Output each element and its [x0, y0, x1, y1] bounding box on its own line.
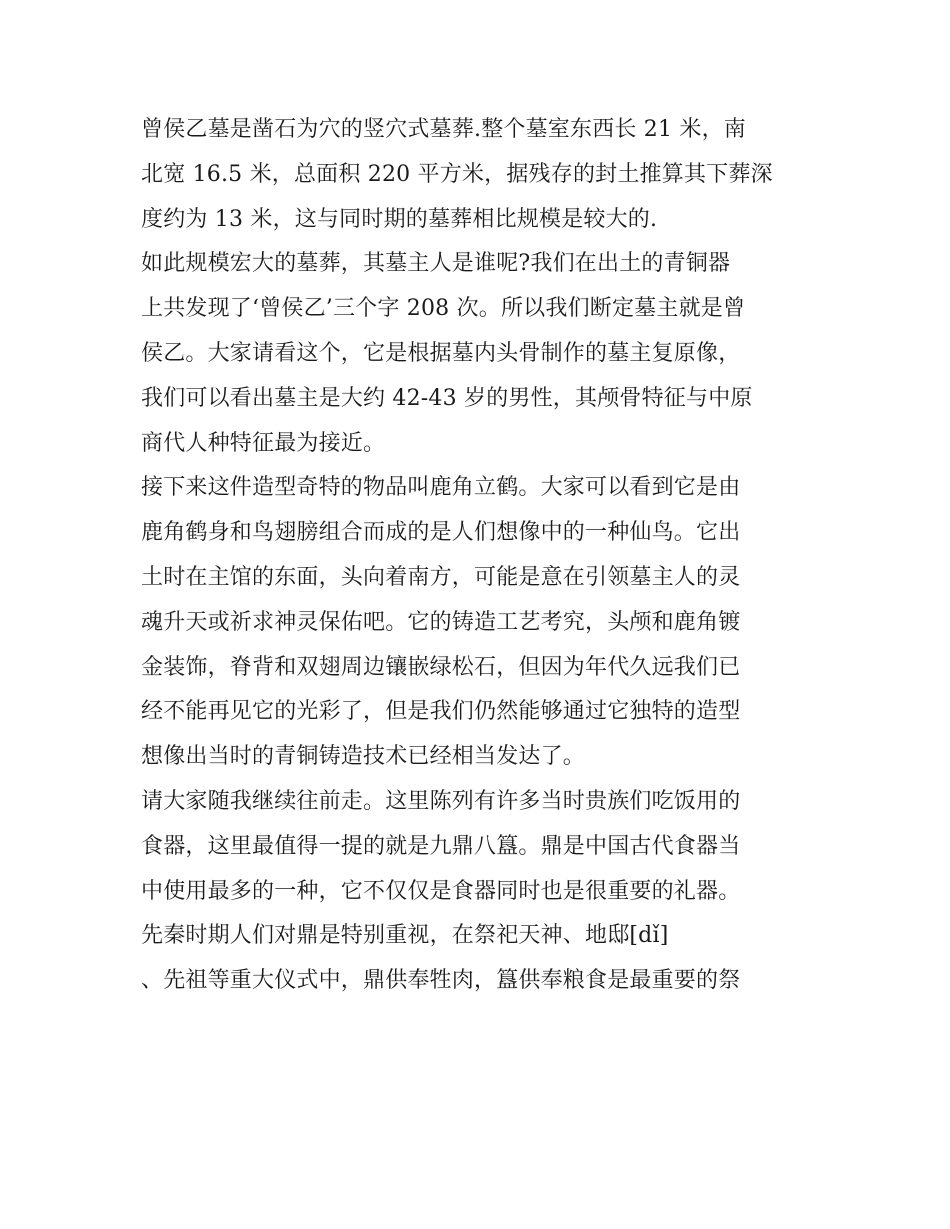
text-line: 接下来这件造型奇特的物品叫鹿角立鹤。大家可以看到它是由 — [141, 475, 741, 501]
text-line: 先秦时期人们对鼎是特别重视，在祭祀天神、地邸[dǐ] — [141, 923, 669, 949]
text-line: 经不能再见它的光彩了，但是我们仍然能够通过它独特的造型 — [141, 699, 741, 725]
text-line: 鹿角鹤身和鸟翅膀组合而成的是人们想像中的一种仙鸟。它出 — [141, 520, 741, 546]
text-line: 上共发现了‘曾侯乙’三个字 208 次。所以我们断定墓主就是曾 — [141, 296, 746, 322]
text-line: 魂升天或祈求神灵保佑吧。它的铸造工艺考究，头颅和鹿角镀 — [141, 609, 741, 635]
text-line: 我们可以看出墓主是大约 42-43 岁的男性，其颅骨特征与中原 — [141, 385, 753, 411]
text-line: 北宽 16.5 米，总面积 220 平方米，据残存的封土推算其下葬深 — [141, 161, 773, 187]
text-line: 土时在主馆的东面，头向着南方，可能是意在引领墓主人的灵 — [141, 564, 741, 590]
text-line: 侯乙。大家请看这个，它是根据墓内头骨制作的墓主复原像， — [141, 340, 741, 366]
body-text — [141, 108, 821, 1004]
text-line: 金装饰，脊背和双翅周边镶嵌绿松石，但因为年代久远我们已 — [141, 654, 741, 680]
text-line: 、先祖等重大仪式中，鼎供奉牲肉，簋供奉粮食是最重要的祭 — [141, 968, 741, 994]
text-line: 想像出当时的青铜铸造技术已经相当发达了。 — [141, 744, 586, 770]
text-line: 请大家随我继续往前走。这里陈列有许多当时贵族们吃饭用的 — [141, 788, 741, 814]
text-line: 如此规模宏大的墓葬，其墓主人是谁呢?我们在出土的青铜器 — [141, 251, 731, 277]
text-line: 中使用最多的一种，它不仅仅是食器同时也是很重要的礼器。 — [141, 878, 741, 904]
text-line: 曾侯乙墓是凿石为穴的竖穴式墓葬.整个墓室东西长 21 米，南 — [141, 117, 746, 142]
text-line: 食器，这里最值得一提的就是九鼎八簋。鼎是中国古代食器当 — [141, 833, 741, 859]
text-line: 度约为 13 米，这与同时期的墓葬相比规模是较大的. — [141, 206, 658, 232]
text-line: 商代人种特征最为接近。 — [141, 430, 386, 456]
